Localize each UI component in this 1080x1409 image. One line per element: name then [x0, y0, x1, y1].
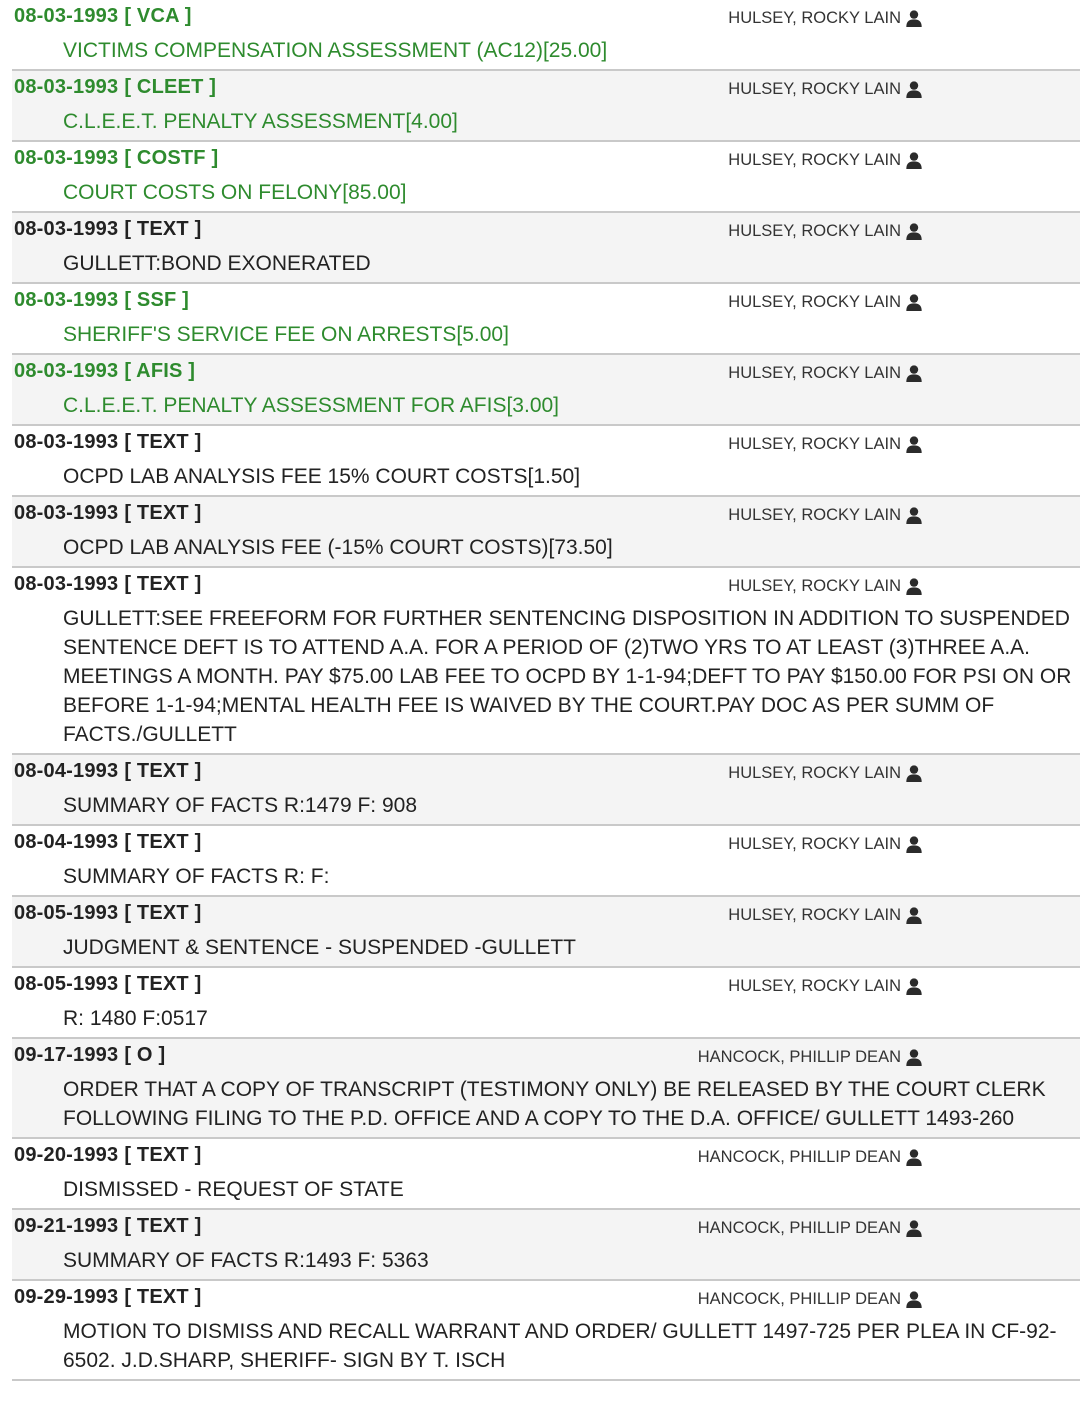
user-icon [906, 152, 922, 169]
user-icon [906, 507, 922, 524]
judge-name[interactable]: HANCOCK, PHILLIP DEAN [697, 1219, 901, 1237]
judge-name[interactable]: HANCOCK, PHILLIP DEAN [697, 1048, 901, 1066]
entry-date: 08-03-1993 [14, 5, 119, 27]
entry-description: SHERIFF'S SERVICE FEE ON ARRESTS[5.00] [63, 323, 509, 346]
entry-date: 08-03-1993 [14, 76, 119, 98]
entry-date: 08-05-1993 [14, 902, 119, 924]
user-icon [906, 836, 922, 853]
docket-entry [12, 1139, 1080, 1210]
entry-code: [ TEXT ] [124, 760, 202, 782]
entry-date: 08-04-1993 [14, 760, 119, 782]
entry-date-line [14, 360, 195, 383]
entry-judge[interactable] [698, 1290, 922, 1309]
entry-date: 08-03-1993 [14, 502, 119, 524]
user-icon [906, 223, 922, 240]
entry-header [12, 0, 1080, 36]
entry-date-line [14, 289, 189, 312]
user-icon [906, 81, 922, 98]
entry-code: [ VCA ] [124, 5, 192, 27]
entry-date: 09-21-1993 [14, 1215, 119, 1237]
entry-judge[interactable] [698, 1048, 922, 1067]
entry-date-line [14, 147, 218, 170]
judge-name[interactable]: HULSEY, ROCKY LAIN [728, 435, 901, 453]
user-icon [906, 907, 922, 924]
docket-entry [12, 1039, 1080, 1139]
docket-entry [12, 0, 1080, 71]
entry-date-line [14, 76, 216, 99]
entry-code: [ TEXT ] [124, 973, 202, 995]
entry-date: 09-20-1993 [14, 1144, 119, 1166]
entry-description: C.L.E.E.T. PENALTY ASSESSMENT FOR AFIS[3.00] [63, 394, 560, 417]
docket-entry [12, 497, 1080, 568]
judge-name[interactable]: HULSEY, ROCKY LAIN [728, 906, 901, 924]
entry-description: SUMMARY OF FACTS R:1479 F: 908 [63, 794, 418, 817]
entry-header [12, 71, 1080, 107]
entry-header [12, 355, 1080, 391]
entry-date: 09-17-1993 [14, 1044, 119, 1066]
entry-judge[interactable] [728, 222, 922, 241]
entry-header [12, 426, 1080, 462]
judge-name[interactable]: HULSEY, ROCKY LAIN [728, 9, 901, 27]
entry-header [12, 568, 1080, 604]
entry-date: 08-03-1993 [14, 360, 119, 382]
entry-judge[interactable] [728, 835, 922, 854]
user-icon [906, 1149, 922, 1166]
entry-header [12, 1139, 1080, 1175]
docket-entry [12, 755, 1080, 826]
entry-header [12, 968, 1080, 1004]
user-icon [906, 365, 922, 382]
entry-date: 08-04-1993 [14, 831, 119, 853]
judge-name[interactable]: HULSEY, ROCKY LAIN [728, 835, 901, 853]
entry-header [12, 1281, 1080, 1317]
entry-date-line [14, 218, 201, 241]
docket-entry [12, 355, 1080, 426]
entry-judge[interactable] [728, 364, 922, 383]
user-icon [906, 10, 922, 27]
entry-code: [ TEXT ] [124, 573, 202, 595]
entry-date-line [14, 760, 201, 783]
entry-date: 08-03-1993 [14, 218, 119, 240]
user-icon [906, 765, 922, 782]
entry-description: MOTION TO DISMISS AND RECALL WARRANT AND ORDER/ GULLETT 1497-725 PER PLEA IN CF-92- 6502. J.D.SHARP, SHERIFF- SIGN BY T. ISCH [63, 1320, 1057, 1372]
judge-name[interactable]: HULSEY, ROCKY LAIN [728, 80, 901, 98]
entry-header [12, 755, 1080, 791]
user-icon [906, 436, 922, 453]
entry-date-line [14, 1044, 165, 1067]
judge-name[interactable]: HULSEY, ROCKY LAIN [728, 506, 901, 524]
entry-date-line [14, 1144, 201, 1167]
entry-code: [ CLEET ] [124, 76, 217, 98]
entry-header [12, 142, 1080, 178]
user-icon [906, 1291, 922, 1308]
entry-description: SUMMARY OF FACTS R: F: [63, 865, 330, 888]
entry-date: 08-05-1993 [14, 973, 119, 995]
entry-header [12, 826, 1080, 862]
entry-description: ORDER THAT A COPY OF TRANSCRIPT (TESTIMONY ONLY) BE RELEASED BY THE COURT CLERK FOLLOWING FILING TO THE P.D. OFFICE AND A COPY TO THE D.A. OFFICE/ GULLETT 1493-260 [63, 1078, 1046, 1130]
docket-entry [12, 142, 1080, 213]
judge-name[interactable]: HULSEY, ROCKY LAIN [728, 764, 901, 782]
entry-code: [ TEXT ] [124, 431, 202, 453]
entry-date-line [14, 831, 201, 854]
entry-description: COURT COSTS ON FELONY[85.00] [63, 181, 407, 204]
user-icon [906, 294, 922, 311]
entry-date-line [14, 1286, 201, 1309]
docket-entry [12, 213, 1080, 284]
docket-entry [12, 284, 1080, 355]
judge-name[interactable]: HANCOCK, PHILLIP DEAN [697, 1290, 901, 1308]
entry-date-line [14, 502, 201, 525]
entry-code: [ TEXT ] [124, 1144, 202, 1166]
entry-judge[interactable] [728, 577, 922, 596]
entry-date-line [14, 431, 201, 454]
user-icon [906, 1049, 922, 1066]
entry-code: [ TEXT ] [124, 218, 202, 240]
entry-header [12, 1210, 1080, 1246]
entry-description: GULLETT:BOND EXONERATED [63, 252, 371, 275]
entry-date: 08-03-1993 [14, 147, 119, 169]
entry-date: 09-29-1993 [14, 1286, 119, 1308]
entry-code: [ TEXT ] [124, 902, 202, 924]
docket-entry [12, 426, 1080, 497]
entry-code: [ TEXT ] [124, 1286, 202, 1308]
entry-description: C.L.E.E.T. PENALTY ASSESSMENT[4.00] [63, 110, 458, 133]
entry-description: GULLETT:SEE FREEFORM FOR FURTHER SENTENCING DISPOSITION IN ADDITION TO SUSPENDED SENTENCE DEFT IS TO ATTEND A.A. FOR A PERIOD OF (2)TWO YRS TO AT LEAST (3)THREE A.A. MEETINGS A MONTH. PAY $75.00 LAB FEE TO OCPD BY 1-1-94;DEFT TO PAY $150.00 FOR PSI ON OR BEFORE 1-1-94;MENTAL HEALTH FEE IS WAIVED BY THE COURT.PAY DOC AS PER SUMM OF FACTS./GULLETT [63, 607, 1072, 746]
judge-name[interactable]: HULSEY, ROCKY LAIN [728, 577, 901, 595]
user-icon [906, 978, 922, 995]
entry-code: [ TEXT ] [124, 831, 202, 853]
entry-date-line [14, 573, 201, 596]
entry-date-line [14, 902, 201, 925]
docket-entry [12, 1281, 1080, 1381]
entry-code: [ AFIS ] [124, 360, 196, 382]
docket-entry [12, 1210, 1080, 1281]
entry-description: SUMMARY OF FACTS R:1493 F: 5363 [63, 1249, 429, 1272]
entry-header [12, 284, 1080, 320]
entry-date-line [14, 1215, 201, 1238]
entry-date: 08-03-1993 [14, 573, 119, 595]
docket-entry [12, 71, 1080, 142]
entry-description: VICTIMS COMPENSATION ASSESSMENT (AC12)[25.00] [63, 39, 608, 62]
entry-judge[interactable] [728, 151, 922, 170]
entry-header [12, 213, 1080, 249]
entry-judge[interactable] [728, 977, 922, 996]
user-icon [906, 1220, 922, 1237]
entry-description: R: 1480 F:0517 [63, 1007, 208, 1030]
judge-name[interactable]: HULSEY, ROCKY LAIN [728, 151, 901, 169]
entry-judge[interactable] [728, 9, 922, 28]
entry-date: 08-03-1993 [14, 431, 119, 453]
entry-judge[interactable] [728, 506, 922, 525]
docket-entry [12, 826, 1080, 897]
entry-judge[interactable] [728, 435, 922, 454]
docket-entry [12, 568, 1080, 755]
entry-code: [ O ] [124, 1044, 166, 1066]
judge-name[interactable]: HULSEY, ROCKY LAIN [728, 222, 901, 240]
entry-judge[interactable] [728, 80, 922, 99]
entry-judge[interactable] [728, 293, 922, 312]
entry-code: [ SSF ] [124, 289, 190, 311]
judge-name[interactable]: HULSEY, ROCKY LAIN [728, 977, 901, 995]
entry-description: JUDGMENT & SENTENCE - SUSPENDED -GULLETT [63, 936, 577, 959]
judge-name[interactable]: HULSEY, ROCKY LAIN [728, 293, 901, 311]
judge-name[interactable]: HULSEY, ROCKY LAIN [728, 364, 901, 382]
docket-entry [12, 897, 1080, 968]
entry-header [12, 1039, 1080, 1075]
docket-entry [12, 968, 1080, 1039]
entry-date-line [14, 5, 192, 28]
entry-judge[interactable] [698, 1148, 922, 1167]
entry-header [12, 897, 1080, 933]
entry-code: [ COSTF ] [124, 147, 219, 169]
entry-judge[interactable] [698, 1219, 922, 1238]
entry-judge[interactable] [728, 906, 922, 925]
entry-description: OCPD LAB ANALYSIS FEE 15% COURT COSTS[1.50] [63, 465, 581, 488]
entry-date-line [14, 973, 201, 996]
user-icon [906, 578, 922, 595]
entry-description: OCPD LAB ANALYSIS FEE (-15% COURT COSTS)[73.50] [63, 536, 613, 559]
entry-code: [ TEXT ] [124, 1215, 202, 1237]
entry-description: DISMISSED - REQUEST OF STATE [63, 1178, 404, 1201]
entry-header [12, 497, 1080, 533]
entry-code: [ TEXT ] [124, 502, 202, 524]
judge-name[interactable]: HANCOCK, PHILLIP DEAN [697, 1148, 901, 1166]
entry-date: 08-03-1993 [14, 289, 119, 311]
entry-judge[interactable] [728, 764, 922, 783]
